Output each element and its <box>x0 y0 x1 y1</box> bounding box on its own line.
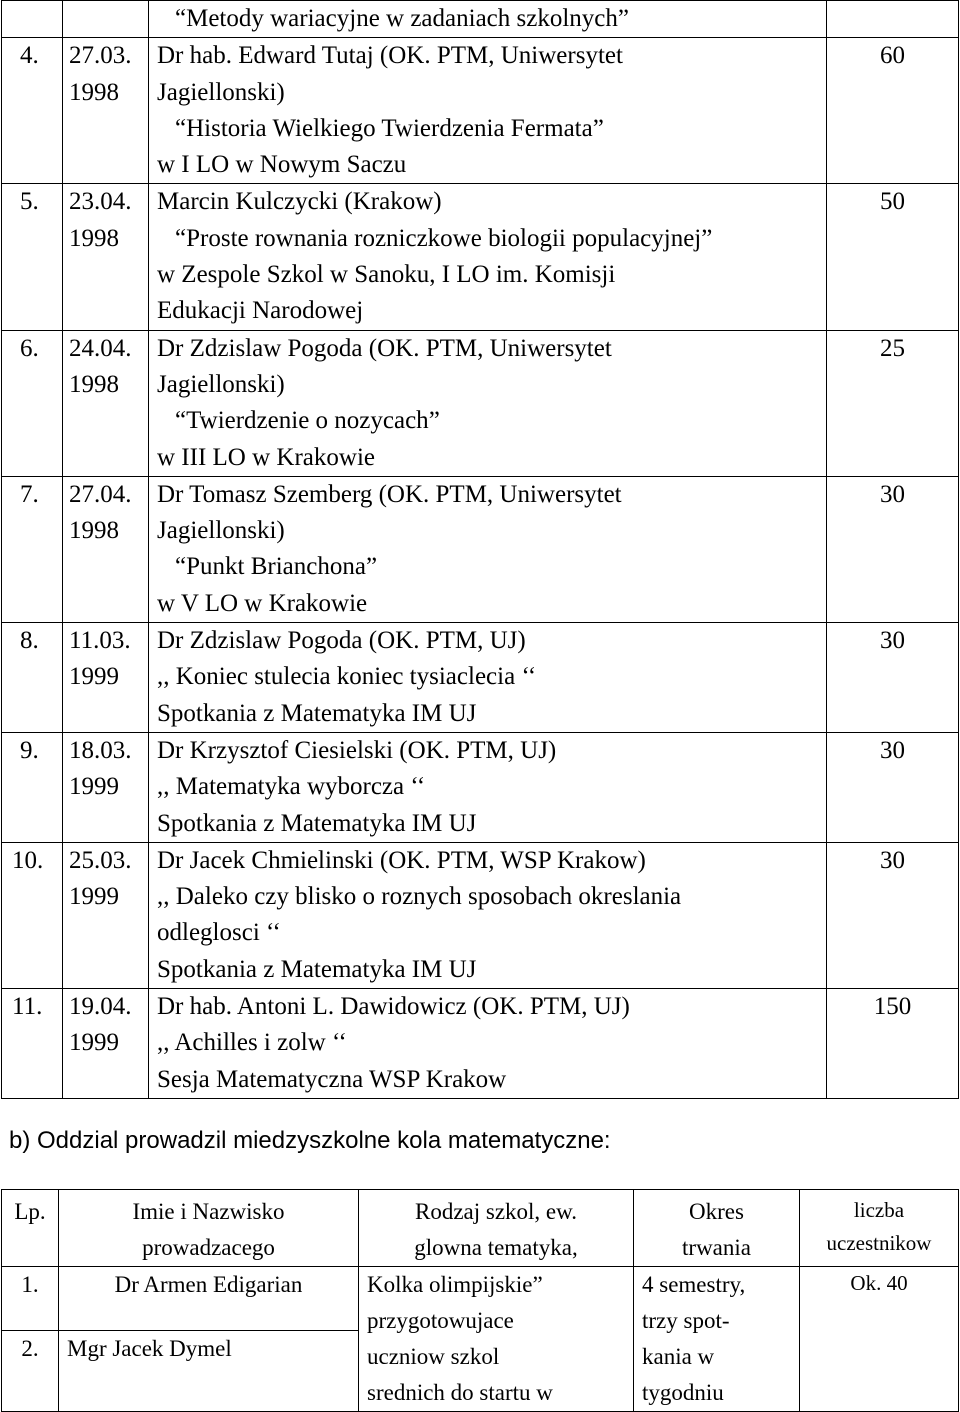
table-row <box>2 623 959 733</box>
table-row <box>2 38 959 184</box>
header-name: Imie i Nazwisko prowadzacego <box>59 1190 359 1267</box>
circle-type: Kolka olimpijskie” przygotowujace uczniow szkol srednich do startu w <box>359 1267 634 1412</box>
lecture-description: Dr Tomasz Szemberg (OK. PTM, Uniwersytet Jagiellonski) “Punkt Brianchona” w V LO w Krakowie <box>149 476 827 622</box>
row-number: 7. <box>2 476 63 622</box>
lecture-date: 25.03. 1999 <box>63 842 149 988</box>
row-number: 8. <box>2 623 63 733</box>
participant-count: 150 <box>827 989 959 1099</box>
header-count: liczba uczestnikow <box>800 1190 959 1267</box>
table-row <box>2 1 959 38</box>
table-row <box>2 330 959 476</box>
table-header-row <box>2 1190 959 1267</box>
lecture-date: 27.03. 1998 <box>63 38 149 184</box>
participant-count: 60 <box>827 38 959 184</box>
row-number: 10. <box>2 842 63 988</box>
row-number: 4. <box>2 38 63 184</box>
lecture-date: 23.04. 1998 <box>63 184 149 330</box>
table-row <box>2 184 959 330</box>
row-number: 11. <box>2 989 63 1099</box>
table-row <box>2 732 959 842</box>
participant-count: 30 <box>827 476 959 622</box>
lecture-date: 27.04. 1998 <box>63 476 149 622</box>
row-number: 2. <box>2 1331 59 1412</box>
table-row <box>2 842 959 988</box>
lecture-date: 11.03. 1999 <box>63 623 149 733</box>
table-row <box>2 476 959 622</box>
participant-count: 30 <box>827 842 959 988</box>
leader-name: Mgr Jacek Dymel <box>59 1331 359 1412</box>
participant-count: 25 <box>827 330 959 476</box>
lecture-description: Dr Krzysztof Ciesielski (OK. PTM, UJ) ,, Matematyka wyborcza ‘‘ Spotkania z Matematyka IM UJ <box>149 732 827 842</box>
lecture-description: Dr Jacek Chmielinski (OK. PTM, WSP Krakow) ,, Daleko czy blisko o roznych sposobach okreslania odleglosci ‘‘ Spotkania z Matematyka IM UJ <box>149 842 827 988</box>
leader-name: Dr Armen Edigarian <box>59 1267 359 1331</box>
lecture-description: Dr hab. Edward Tutaj (OK. PTM, Uniwersytet Jagiellonski) “Historia Wielkiego Twierdzenia Fermata” w I LO w Nowym Saczu <box>149 38 827 184</box>
row-number: 6. <box>2 330 63 476</box>
lecture-date: 24.04. 1998 <box>63 330 149 476</box>
lecture-description: Dr Zdzislaw Pogoda (OK. PTM, Uniwersytet Jagiellonski) “Twierdzenie o nozycach” w III LO w Krakowie <box>149 330 827 476</box>
lecture-description: Dr Zdzislaw Pogoda (OK. PTM, UJ) ,, Koniec stulecia koniec tysiaclecia ‘‘ Spotkania z Matematyka IM UJ <box>149 623 827 733</box>
header-type: Rodzaj szkol, ew. glowna tematyka, <box>359 1190 634 1267</box>
circle-period: 4 semestry, trzy spot- kania w tygodniu <box>634 1267 800 1412</box>
lecture-description: Dr hab. Antoni L. Dawidowicz (OK. PTM, UJ) ,, Achilles i zolw ‘‘ Sesja Matematyczna WSP Krakow <box>149 989 827 1099</box>
math-circles-table <box>1 1189 959 1412</box>
header-period: Okres trwania <box>634 1190 800 1267</box>
header-lp: Lp. <box>2 1190 59 1267</box>
participant-count: 30 <box>827 732 959 842</box>
row-number: 1. <box>2 1267 59 1331</box>
lecture-line: “Metody wariacyjne w zadaniach szkolnych” <box>175 5 629 32</box>
table-row <box>2 1267 959 1331</box>
lecture-description: Marcin Kulczycki (Krakow) “Proste rownania rozniczkowe biologii populacyjnej” w Zespole Szkol w Sanoku, I LO im. Komisji Edukacji Narodowej <box>149 184 827 330</box>
lecture-date: 18.03. 1999 <box>63 732 149 842</box>
row-number: 9. <box>2 732 63 842</box>
lectures-table <box>1 0 959 1099</box>
circle-participants: Ok. 40 <box>800 1267 959 1412</box>
row-number: 5. <box>2 184 63 330</box>
section-b-heading: b) Oddzial prowadzil miedzyszkolne kola matematyczne: <box>9 1127 611 1154</box>
participant-count: 50 <box>827 184 959 330</box>
participant-count: 30 <box>827 623 959 733</box>
lecture-date: 19.04. 1999 <box>63 989 149 1099</box>
table-row <box>2 989 959 1099</box>
